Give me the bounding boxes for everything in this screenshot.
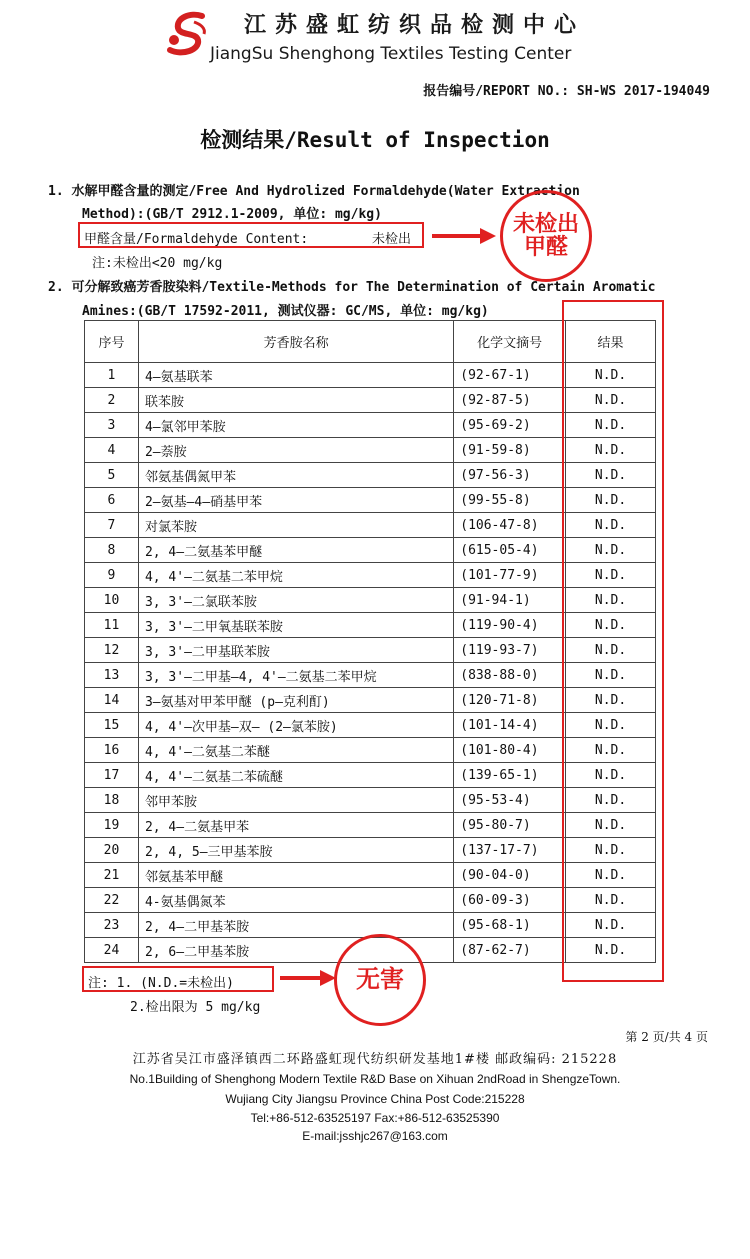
row-number: 8 [85, 538, 139, 563]
note-1: 注: 1. (N.D.=未检出) [88, 976, 234, 991]
formaldehyde-stamp [500, 190, 592, 282]
result-value: N.D. [566, 763, 656, 788]
amine-name: 邻氨基偶氮甲苯 [138, 463, 453, 488]
cas-number: (838-88-0) [454, 663, 566, 688]
section1-heading-line2: Method):(GB/T 2912.1-2009, 单位: mg/kg) [82, 207, 382, 222]
row-number: 11 [85, 613, 139, 638]
amine-name: 4-氨基偶氮苯 [138, 888, 453, 913]
cas-number: (92-87-5) [454, 388, 566, 413]
amine-name: 2, 4—二甲基苯胺 [138, 913, 453, 938]
amine-name: 4—氯邻甲苯胺 [138, 413, 453, 438]
amine-name: 2, 6—二甲基苯胺 [138, 938, 453, 963]
header-no: 序号 [85, 321, 139, 363]
amine-name: 4—氨基联苯 [138, 363, 453, 388]
cas-number: (95-80-7) [454, 813, 566, 838]
result-value: N.D. [566, 488, 656, 513]
row-number: 12 [85, 638, 139, 663]
amine-name: 3, 3'—二甲基联苯胺 [138, 638, 453, 663]
amine-name: 3, 3'—二甲基—4, 4'—二氨基二苯甲烷 [138, 663, 453, 688]
row-number: 6 [85, 488, 139, 513]
org-name-en: JiangSu Shenghong Textiles Testing Center [210, 44, 572, 64]
result-value: N.D. [566, 913, 656, 938]
cas-number: (119-93-7) [454, 638, 566, 663]
amine-name: 邻氨基苯甲醚 [138, 863, 453, 888]
row-number: 13 [85, 663, 139, 688]
row-number: 17 [85, 763, 139, 788]
row-number: 4 [85, 438, 139, 463]
result-value: N.D. [566, 788, 656, 813]
amine-name: 4, 4'—二氨基二苯醚 [138, 738, 453, 763]
cas-number: (90-04-0) [454, 863, 566, 888]
row-number: 20 [85, 838, 139, 863]
cas-number: (137-17-7) [454, 838, 566, 863]
cas-number: (95-68-1) [454, 913, 566, 938]
note-highlight-box [82, 966, 274, 992]
page-number: 第 2 页/共 4 页 [625, 1030, 708, 1044]
row-number: 15 [85, 713, 139, 738]
amine-name: 3, 3'—二甲氧基联苯胺 [138, 613, 453, 638]
result-value: N.D. [566, 738, 656, 763]
row-number: 19 [85, 813, 139, 838]
cas-number: (97-56-3) [454, 463, 566, 488]
section1-heading-line1: 1. 水解甲醛含量的测定/Free And Hydrolized Formaldehyde(Water Extraction [48, 184, 580, 199]
row-number: 22 [85, 888, 139, 913]
cas-number: (101-80-4) [454, 738, 566, 763]
amine-name: 2, 4, 5—三甲基苯胺 [138, 838, 453, 863]
section2-heading-line2: Amines:(GB/T 17592-2011, 测试仪器: GC/MS, 单位: mg/kg) [82, 304, 489, 319]
cas-number: (106-47-8) [454, 513, 566, 538]
result-value: N.D. [566, 388, 656, 413]
formaldehyde-note: 注:未检出<20 mg/kg [92, 256, 223, 271]
header-name: 芳香胺名称 [138, 321, 453, 363]
footer-phone: Tel:+86-512-63525197 Fax:+86-512-63525390 [250, 1111, 500, 1125]
cas-number: (119-90-4) [454, 613, 566, 638]
result-value: N.D. [566, 938, 656, 963]
result-value: N.D. [566, 438, 656, 463]
footer-address-cn: 江苏省吴江市盛泽镇西二环路盛虹现代纺织研发基地1#楼 邮政编码: 215228 [132, 1052, 618, 1067]
cas-number: (95-69-2) [454, 413, 566, 438]
cas-number: (60-09-3) [454, 888, 566, 913]
result-value: N.D. [566, 563, 656, 588]
footer-email: E-mail:jsshjc267@163.com [302, 1129, 448, 1143]
note-2: 2.检出限为 5 mg/kg [130, 1000, 261, 1015]
org-name-cn: 江苏盛虹纺织品检测中心 [244, 12, 586, 38]
row-number: 2 [85, 388, 139, 413]
cas-number: (91-94-1) [454, 588, 566, 613]
result-value: N.D. [566, 813, 656, 838]
section2-heading-line1: 2. 可分解致癌芳香胺染料/Textile-Methods for The Determination of Certain Aromatic [48, 280, 656, 295]
row-number: 21 [85, 863, 139, 888]
row-number: 1 [85, 363, 139, 388]
arrow-right-icon [280, 968, 338, 988]
cas-number: (615-05-4) [454, 538, 566, 563]
footer-city: Wujiang City Jiangsu Province China Post Code:215228 [225, 1092, 525, 1106]
amine-name: 2—氨基—4—硝基甲苯 [138, 488, 453, 513]
header-result: 结果 [566, 321, 656, 363]
row-number: 3 [85, 413, 139, 438]
header-cas: 化学文摘号 [454, 321, 566, 363]
amine-name: 联苯胺 [138, 388, 453, 413]
row-number: 23 [85, 913, 139, 938]
row-number: 18 [85, 788, 139, 813]
page-title: 检测结果/Result of Inspection [200, 128, 550, 152]
cas-number: (139-65-1) [454, 763, 566, 788]
formaldehyde-highlight-box [78, 222, 424, 248]
report-number: 报告编号/REPORT NO.: SH-WS 2017-194049 [423, 84, 710, 99]
cas-number: (91-59-8) [454, 438, 566, 463]
amine-name: 4, 4'—次甲基—双— (2—氯苯胺) [138, 713, 453, 738]
amine-name: 2—萘胺 [138, 438, 453, 463]
result-value: N.D. [566, 888, 656, 913]
cas-number: (101-14-4) [454, 713, 566, 738]
row-number: 24 [85, 938, 139, 963]
amine-name: 2, 4—二氨基甲苯 [138, 813, 453, 838]
result-value: N.D. [566, 863, 656, 888]
cas-number: (95-53-4) [454, 788, 566, 813]
row-number: 16 [85, 738, 139, 763]
amine-name: 3, 3'—二氯联苯胺 [138, 588, 453, 613]
result-value: N.D. [566, 663, 656, 688]
cas-number: (120-71-8) [454, 688, 566, 713]
result-value: N.D. [566, 463, 656, 488]
stamp-line2: 甲醛 [523, 235, 568, 260]
result-value: N.D. [566, 688, 656, 713]
result-value: N.D. [566, 588, 656, 613]
result-value: N.D. [566, 363, 656, 388]
amine-name: 3—氨基对甲苯甲醚 (p—克利酊) [138, 688, 453, 713]
report-header [0, 0, 750, 78]
stamp-line1: 未检出 [512, 211, 579, 237]
amine-name: 4, 4'—二氨基二苯硫醚 [138, 763, 453, 788]
results-column-highlight-box [562, 300, 664, 982]
formaldehyde-label: 甲醛含量/Formaldehyde Content: [84, 232, 309, 247]
row-number: 10 [85, 588, 139, 613]
row-number: 14 [85, 688, 139, 713]
amine-name: 4, 4'—二氨基二苯甲烷 [138, 563, 453, 588]
footer-address-en: No.1Building of Shenghong Modern Textile R&D Base on Xihuan 2ndRoad in ShengzeTown. [129, 1072, 621, 1086]
amine-name: 对氯苯胺 [138, 513, 453, 538]
arrow-right-icon [432, 226, 498, 246]
result-value: N.D. [566, 538, 656, 563]
cas-number: (99-55-8) [454, 488, 566, 513]
cas-number: (101-77-9) [454, 563, 566, 588]
result-value: N.D. [566, 613, 656, 638]
result-value: N.D. [566, 413, 656, 438]
result-value: N.D. [566, 838, 656, 863]
result-value: N.D. [566, 638, 656, 663]
formaldehyde-value: 未检出 [372, 232, 412, 247]
row-number: 5 [85, 463, 139, 488]
cas-number: (92-67-1) [454, 363, 566, 388]
amine-name: 2, 4—二氨基苯甲醚 [138, 538, 453, 563]
amine-name: 邻甲苯胺 [138, 788, 453, 813]
row-number: 7 [85, 513, 139, 538]
result-value: N.D. [566, 513, 656, 538]
result-value: N.D. [566, 713, 656, 738]
harmless-stamp-text: 无害 [356, 965, 404, 994]
cas-number: (87-62-7) [454, 938, 566, 963]
harmless-stamp [334, 934, 426, 1026]
row-number: 9 [85, 563, 139, 588]
